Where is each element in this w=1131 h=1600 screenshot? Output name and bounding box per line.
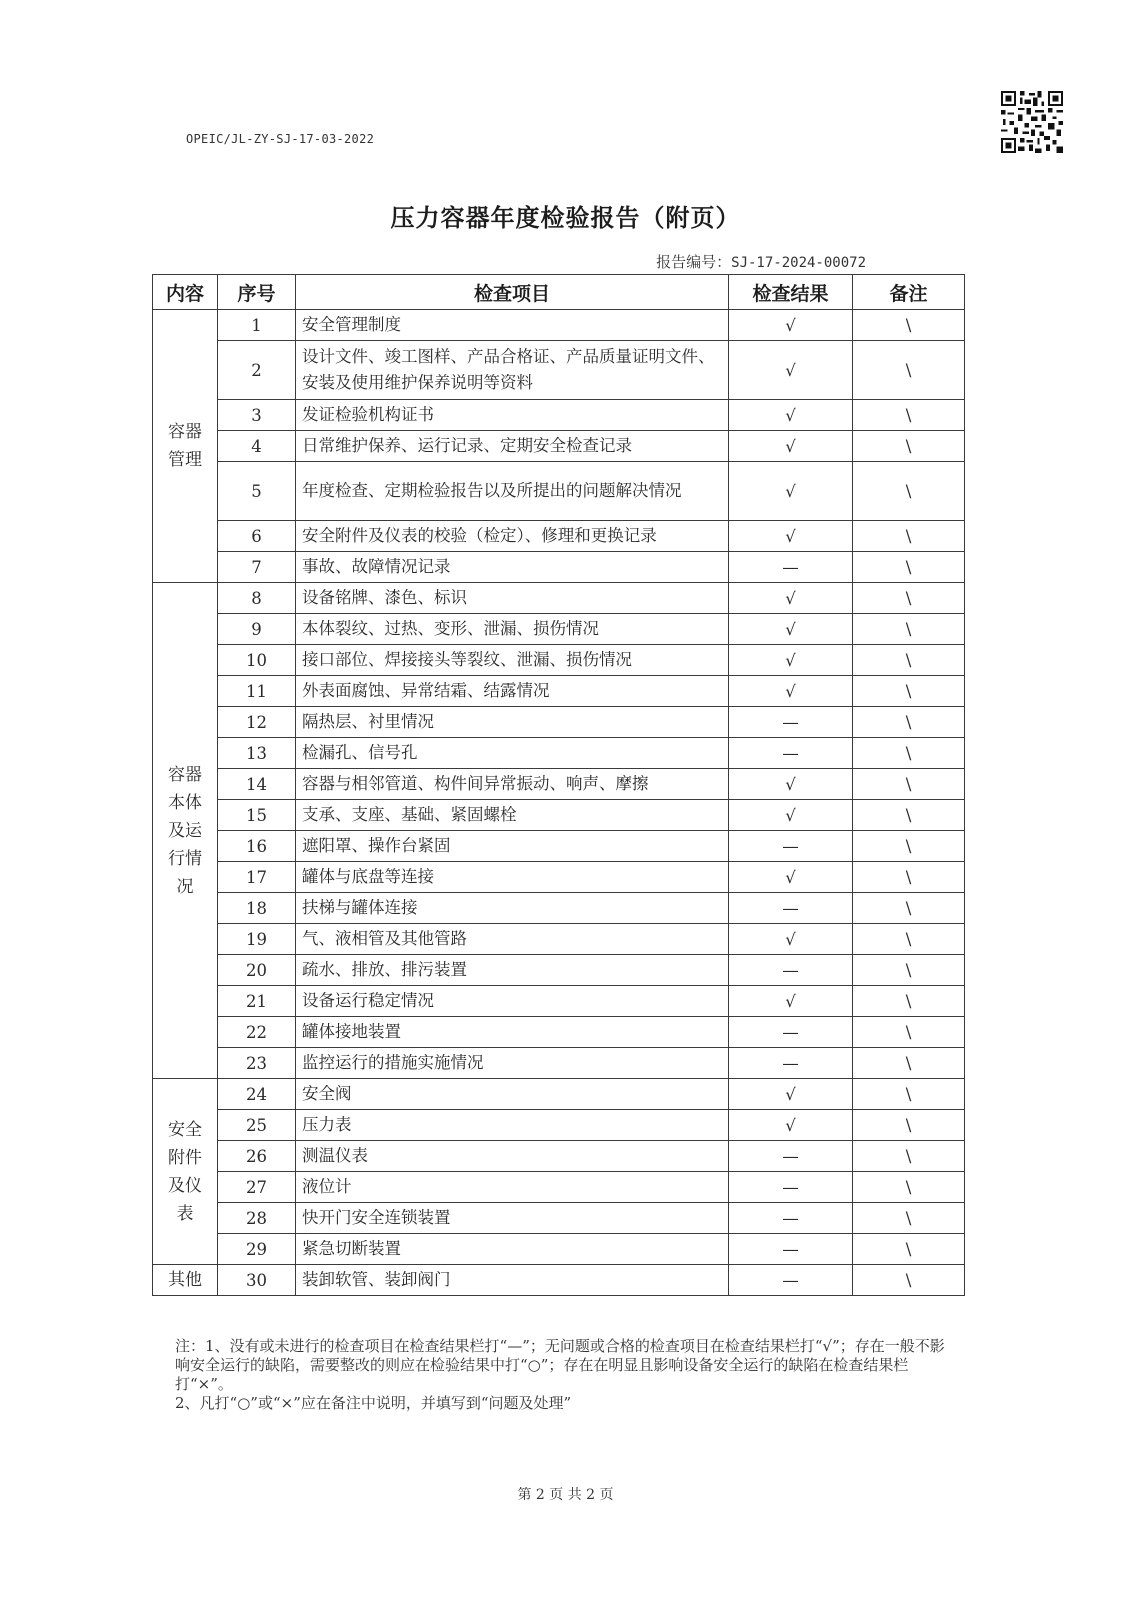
remark-cell: \ bbox=[853, 1203, 965, 1234]
remark-cell: \ bbox=[853, 1234, 965, 1265]
remark-cell: \ bbox=[853, 1265, 965, 1296]
seq-cell: 28 bbox=[218, 1203, 296, 1234]
item-cell: 日常维护保养、运行记录、定期安全检查记录 bbox=[296, 431, 729, 462]
seq-cell: 23 bbox=[218, 1048, 296, 1079]
column-header: 检查项目 bbox=[296, 275, 729, 310]
result-cell: √ bbox=[729, 310, 853, 341]
seq-cell: 8 bbox=[218, 583, 296, 614]
remark-cell: \ bbox=[853, 310, 965, 341]
remark-cell: \ bbox=[853, 431, 965, 462]
category-label: 其他 bbox=[168, 1270, 202, 1290]
seq-cell: 21 bbox=[218, 986, 296, 1017]
seq-cell: 4 bbox=[218, 431, 296, 462]
seq-cell: 9 bbox=[218, 614, 296, 645]
remark-cell: \ bbox=[853, 893, 965, 924]
result-cell: √ bbox=[729, 924, 853, 955]
table-row bbox=[153, 462, 965, 521]
item-cell: 装卸软管、装卸阀门 bbox=[296, 1265, 729, 1296]
category-label: 容器 bbox=[168, 764, 202, 785]
seq-cell: 18 bbox=[218, 893, 296, 924]
result-cell: — bbox=[729, 893, 853, 924]
table-row bbox=[153, 738, 965, 769]
table-row bbox=[153, 862, 965, 893]
column-header: 序号 bbox=[218, 275, 296, 310]
result-cell: — bbox=[729, 955, 853, 986]
result-cell: √ bbox=[729, 800, 853, 831]
table-row bbox=[153, 400, 965, 431]
table-row bbox=[153, 1234, 965, 1265]
qr-code-icon bbox=[1001, 91, 1063, 153]
remark-cell: \ bbox=[853, 462, 965, 521]
report-number-label: 报告编号： bbox=[656, 253, 732, 271]
item-cell: 设备铭牌、漆色、标识 bbox=[296, 583, 729, 614]
note-line: 2、凡打“○”或“×”应在备注中说明，并填写到“问题及处理” bbox=[175, 1394, 572, 1412]
column-header: 检查结果 bbox=[729, 275, 853, 310]
column-header: 备注 bbox=[853, 275, 965, 310]
item-cell: 安全附件及仪表的校验（检定）、修理和更换记录 bbox=[296, 521, 729, 552]
seq-cell: 20 bbox=[218, 955, 296, 986]
result-cell: √ bbox=[729, 521, 853, 552]
result-cell: √ bbox=[729, 583, 853, 614]
category-cell bbox=[153, 1079, 218, 1265]
result-cell: — bbox=[729, 1265, 853, 1296]
item-cell: 支承、支座、基础、紧固螺栓 bbox=[296, 800, 729, 831]
remark-cell: \ bbox=[853, 400, 965, 431]
result-cell: √ bbox=[729, 462, 853, 521]
page-title: 压力容器年度检验报告（附页） bbox=[390, 204, 741, 232]
item-cell: 事故、故障情况记录 bbox=[296, 552, 729, 583]
seq-cell: 5 bbox=[218, 462, 296, 521]
remark-cell: \ bbox=[853, 769, 965, 800]
result-cell: √ bbox=[729, 769, 853, 800]
item-cell: 设计文件、竣工图样、产品合格证、产品质量证明文件、安装及使用维护保养说明等资料 bbox=[296, 341, 729, 400]
item-cell: 压力表 bbox=[296, 1110, 729, 1141]
table-row bbox=[153, 1017, 965, 1048]
remark-cell: \ bbox=[853, 1079, 965, 1110]
category-label: 管理 bbox=[168, 450, 202, 470]
seq-cell: 29 bbox=[218, 1234, 296, 1265]
item-cell: 遮阳罩、操作台紧固 bbox=[296, 831, 729, 862]
item-cell: 气、液相管及其他管路 bbox=[296, 924, 729, 955]
item-cell: 发证检验机构证书 bbox=[296, 400, 729, 431]
category-label: 况 bbox=[176, 876, 194, 897]
table-row bbox=[153, 552, 965, 583]
seq-cell: 6 bbox=[218, 521, 296, 552]
seq-cell: 27 bbox=[218, 1172, 296, 1203]
result-cell: — bbox=[729, 831, 853, 862]
item-cell: 设备运行稳定情况 bbox=[296, 986, 729, 1017]
table-row bbox=[153, 676, 965, 707]
table-row bbox=[153, 831, 965, 862]
remark-cell: \ bbox=[853, 1172, 965, 1203]
seq-cell: 2 bbox=[218, 341, 296, 400]
item-cell: 隔热层、衬里情况 bbox=[296, 707, 729, 738]
seq-cell: 13 bbox=[218, 738, 296, 769]
table-row bbox=[153, 1048, 965, 1079]
item-cell: 外表面腐蚀、异常结霜、结露情况 bbox=[296, 676, 729, 707]
result-cell: — bbox=[729, 1234, 853, 1265]
notes bbox=[175, 1337, 955, 1413]
item-cell: 接口部位、焊接接头等裂纹、泄漏、损伤情况 bbox=[296, 645, 729, 676]
result-cell: √ bbox=[729, 400, 853, 431]
seq-cell: 10 bbox=[218, 645, 296, 676]
remark-cell: \ bbox=[853, 552, 965, 583]
table-row bbox=[153, 707, 965, 738]
category-label: 行情 bbox=[168, 848, 202, 869]
seq-cell: 16 bbox=[218, 831, 296, 862]
result-cell: √ bbox=[729, 614, 853, 645]
remark-cell: \ bbox=[853, 738, 965, 769]
page-footer: 第 2 页 共 2 页 bbox=[517, 1487, 614, 1503]
result-cell: — bbox=[729, 1017, 853, 1048]
table-row bbox=[153, 1265, 965, 1296]
table-row bbox=[153, 1141, 965, 1172]
table-row bbox=[153, 924, 965, 955]
category-label: 安全 bbox=[168, 1119, 202, 1140]
table-row bbox=[153, 431, 965, 462]
seq-cell: 12 bbox=[218, 707, 296, 738]
table-row bbox=[153, 1203, 965, 1234]
report-number bbox=[656, 251, 866, 272]
table-row bbox=[153, 583, 965, 614]
result-cell: — bbox=[729, 738, 853, 769]
seq-cell: 7 bbox=[218, 552, 296, 583]
seq-cell: 30 bbox=[218, 1265, 296, 1296]
remark-cell: \ bbox=[853, 645, 965, 676]
result-cell: √ bbox=[729, 1079, 853, 1110]
remark-cell: \ bbox=[853, 1110, 965, 1141]
seq-cell: 14 bbox=[218, 769, 296, 800]
result-cell: √ bbox=[729, 645, 853, 676]
result-cell: — bbox=[729, 552, 853, 583]
table-row bbox=[153, 1079, 965, 1110]
remark-cell: \ bbox=[853, 862, 965, 893]
result-cell: — bbox=[729, 1048, 853, 1079]
table-row bbox=[153, 986, 965, 1017]
report-number-value: SJ-17-2024-00072 bbox=[731, 255, 866, 271]
result-cell: √ bbox=[729, 676, 853, 707]
seq-cell: 25 bbox=[218, 1110, 296, 1141]
category-label: 及仪 bbox=[168, 1175, 202, 1196]
category-cell bbox=[153, 583, 218, 1079]
note-line: 注：1、没有或未进行的检查项目在检查结果栏打“—”；无问题或合格的检查项目在检查结果栏打“√”；存在一般不影响安全运行的缺陷，需要整改的则应在检验结果中打“○”；存在在明显且影响设备安全运行的缺陷在检查结果栏打“×”。 bbox=[175, 1337, 945, 1393]
category-label: 附件 bbox=[168, 1147, 202, 1168]
remark-cell: \ bbox=[853, 583, 965, 614]
remark-cell: \ bbox=[853, 614, 965, 645]
seq-cell: 3 bbox=[218, 400, 296, 431]
item-cell: 测温仪表 bbox=[296, 1141, 729, 1172]
remark-cell: \ bbox=[853, 1141, 965, 1172]
remark-cell: \ bbox=[853, 924, 965, 955]
remark-cell: \ bbox=[853, 341, 965, 400]
category-label: 本体 bbox=[168, 792, 202, 813]
remark-cell: \ bbox=[853, 707, 965, 738]
category-cell bbox=[153, 1265, 218, 1296]
table-row bbox=[153, 614, 965, 645]
item-cell: 疏水、排放、排污装置 bbox=[296, 955, 729, 986]
item-cell: 紧急切断装置 bbox=[296, 1234, 729, 1265]
remark-cell: \ bbox=[853, 831, 965, 862]
result-cell: — bbox=[729, 1141, 853, 1172]
seq-cell: 19 bbox=[218, 924, 296, 955]
inspection-table bbox=[152, 274, 965, 1296]
table-row bbox=[153, 645, 965, 676]
result-cell: √ bbox=[729, 986, 853, 1017]
item-cell: 安全管理制度 bbox=[296, 310, 729, 341]
item-cell: 检漏孔、信号孔 bbox=[296, 738, 729, 769]
table-row bbox=[153, 1172, 965, 1203]
table-row bbox=[153, 341, 965, 400]
table-header-row bbox=[153, 275, 965, 310]
result-cell: √ bbox=[729, 431, 853, 462]
table-row bbox=[153, 893, 965, 924]
table-row bbox=[153, 955, 965, 986]
item-cell: 监控运行的措施实施情况 bbox=[296, 1048, 729, 1079]
remark-cell: \ bbox=[853, 1017, 965, 1048]
item-cell: 容器与相邻管道、构件间异常振动、响声、摩擦 bbox=[296, 769, 729, 800]
remark-cell: \ bbox=[853, 986, 965, 1017]
category-cell bbox=[153, 310, 218, 583]
category-label: 容器 bbox=[168, 422, 202, 442]
seq-cell: 26 bbox=[218, 1141, 296, 1172]
seq-cell: 1 bbox=[218, 310, 296, 341]
remark-cell: \ bbox=[853, 676, 965, 707]
result-cell: — bbox=[729, 1172, 853, 1203]
document-code: OPEIC/JL-ZY-SJ-17-03-2022 bbox=[186, 132, 375, 146]
item-cell: 安全阀 bbox=[296, 1079, 729, 1110]
category-label: 表 bbox=[176, 1203, 194, 1224]
result-cell: — bbox=[729, 1203, 853, 1234]
table-row bbox=[153, 310, 965, 341]
item-cell: 扶梯与罐体连接 bbox=[296, 893, 729, 924]
result-cell: √ bbox=[729, 1110, 853, 1141]
result-cell: √ bbox=[729, 862, 853, 893]
item-cell: 液位计 bbox=[296, 1172, 729, 1203]
remark-cell: \ bbox=[853, 521, 965, 552]
column-header: 内容 bbox=[153, 275, 218, 310]
result-cell: √ bbox=[729, 341, 853, 400]
remark-cell: \ bbox=[853, 955, 965, 986]
table-row bbox=[153, 1110, 965, 1141]
item-cell: 罐体接地装置 bbox=[296, 1017, 729, 1048]
remark-cell: \ bbox=[853, 1048, 965, 1079]
item-cell: 快开门安全连锁装置 bbox=[296, 1203, 729, 1234]
seq-cell: 17 bbox=[218, 862, 296, 893]
item-cell: 年度检查、定期检验报告以及所提出的问题解决情况 bbox=[296, 462, 729, 521]
table-row bbox=[153, 800, 965, 831]
item-cell: 罐体与底盘等连接 bbox=[296, 862, 729, 893]
item-cell: 本体裂纹、过热、变形、泄漏、损伤情况 bbox=[296, 614, 729, 645]
remark-cell: \ bbox=[853, 800, 965, 831]
seq-cell: 24 bbox=[218, 1079, 296, 1110]
table-row bbox=[153, 521, 965, 552]
table-row bbox=[153, 769, 965, 800]
seq-cell: 11 bbox=[218, 676, 296, 707]
result-cell: — bbox=[729, 707, 853, 738]
seq-cell: 15 bbox=[218, 800, 296, 831]
category-label: 及运 bbox=[168, 820, 202, 841]
seq-cell: 22 bbox=[218, 1017, 296, 1048]
